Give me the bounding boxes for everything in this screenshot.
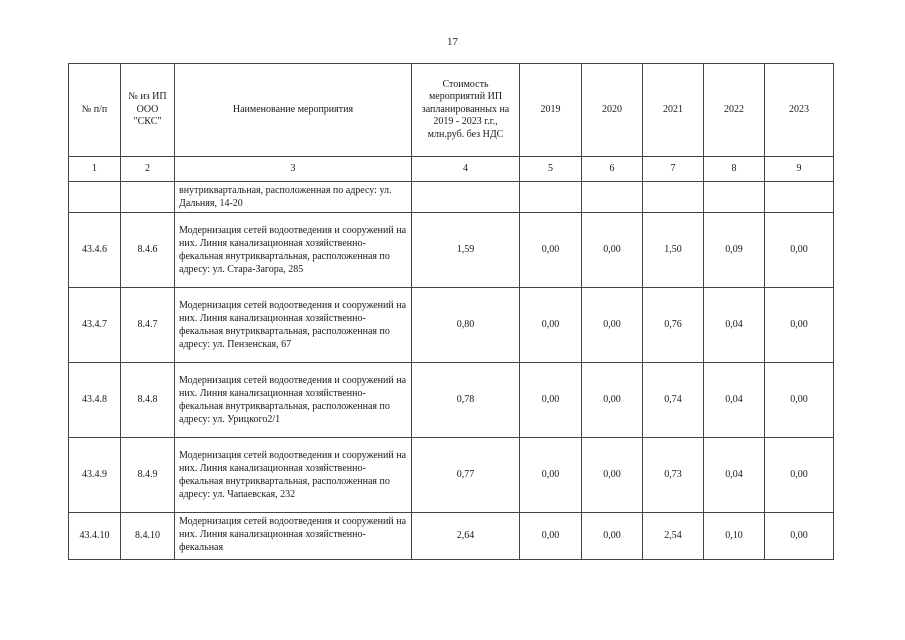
row-num: 43.4.7 bbox=[69, 288, 121, 363]
table-row bbox=[69, 438, 834, 513]
row-2020: 0,00 bbox=[582, 363, 643, 438]
row-name: Модернизация сетей водоотведения и сооружений на них. Линия канализационная хозяйственно-фекальная внутриквартальная, расположенная по адресу: ул. Чапаевская, 232 bbox=[175, 438, 412, 513]
row-2022: 0,04 bbox=[704, 288, 765, 363]
row-2019: 0,00 bbox=[520, 363, 582, 438]
row-cost: 2,64 bbox=[412, 513, 520, 560]
row-2021: 0,76 bbox=[643, 288, 704, 363]
row-2021: 0,74 bbox=[643, 363, 704, 438]
column-number: 1 bbox=[69, 157, 121, 182]
row-2023: 0,00 bbox=[765, 513, 834, 560]
table-row bbox=[69, 513, 834, 560]
row-2020: 0,00 bbox=[582, 513, 643, 560]
row-2019: 0,00 bbox=[520, 213, 582, 288]
header-2022: 2022 bbox=[704, 64, 765, 157]
page-number: 17 bbox=[447, 36, 458, 48]
row-2019: 0,00 bbox=[520, 513, 582, 560]
header-ip-num: № из ИП ООО "СКС" bbox=[121, 64, 175, 157]
header-num: № п/п bbox=[69, 64, 121, 157]
row-ip-num: 8.4.8 bbox=[121, 363, 175, 438]
continuation-row bbox=[69, 182, 834, 213]
table-row bbox=[69, 363, 834, 438]
row-ip-num: 8.4.9 bbox=[121, 438, 175, 513]
continuation-name: внутриквартальная, расположенная по адресу: ул. Дальняя, 14-20 bbox=[175, 182, 412, 213]
column-number: 5 bbox=[520, 157, 582, 182]
row-2022: 0,09 bbox=[704, 213, 765, 288]
row-name: Модернизация сетей водоотведения и сооружений на них. Линия канализационная хозяйственно-фекальная внутриквартальная, расположенная по адресу: ул. Стара-Загора, 285 bbox=[175, 213, 412, 288]
row-2020: 0,00 bbox=[582, 213, 643, 288]
row-2019: 0,00 bbox=[520, 288, 582, 363]
row-2019: 0,00 bbox=[520, 438, 582, 513]
row-ip-num: 8.4.6 bbox=[121, 213, 175, 288]
column-number: 2 bbox=[121, 157, 175, 182]
row-num: 43.4.10 bbox=[69, 513, 121, 560]
row-cost: 0,77 bbox=[412, 438, 520, 513]
column-number: 6 bbox=[582, 157, 643, 182]
row-cost: 0,78 bbox=[412, 363, 520, 438]
column-number: 9 bbox=[765, 157, 834, 182]
row-2021: 1,50 bbox=[643, 213, 704, 288]
row-ip-num: 8.4.7 bbox=[121, 288, 175, 363]
row-2021: 2,54 bbox=[643, 513, 704, 560]
header-2021: 2021 bbox=[643, 64, 704, 157]
row-num: 43.4.6 bbox=[69, 213, 121, 288]
header-2023: 2023 bbox=[765, 64, 834, 157]
header-2020: 2020 bbox=[582, 64, 643, 157]
row-name: Модернизация сетей водоотведения и сооружений на них. Линия канализационная хозяйственно-фекальная внутриквартальная, расположенная по адресу: ул. Урицкого2/1 bbox=[175, 363, 412, 438]
row-2022: 0,10 bbox=[704, 513, 765, 560]
header-name: Наименование мероприятия bbox=[175, 64, 412, 157]
investment-plan-table bbox=[68, 63, 834, 560]
column-number: 3 bbox=[175, 157, 412, 182]
row-cost: 1,59 bbox=[412, 213, 520, 288]
row-name: Модернизация сетей водоотведения и сооружений на них. Линия канализационная хозяйственно-фекальная внутриквартальная, расположенная по адресу: ул. Пензенская, 67 bbox=[175, 288, 412, 363]
column-number: 8 bbox=[704, 157, 765, 182]
row-2020: 0,00 bbox=[582, 438, 643, 513]
column-number-row bbox=[69, 157, 834, 182]
row-2023: 0,00 bbox=[765, 213, 834, 288]
row-2023: 0,00 bbox=[765, 363, 834, 438]
row-2020: 0,00 bbox=[582, 288, 643, 363]
row-num: 43.4.8 bbox=[69, 363, 121, 438]
table-row bbox=[69, 288, 834, 363]
row-2021: 0,73 bbox=[643, 438, 704, 513]
column-number: 4 bbox=[412, 157, 520, 182]
header-row bbox=[69, 64, 834, 157]
header-2019: 2019 bbox=[520, 64, 582, 157]
row-name: Модернизация сетей водоотведения и сооружений на них. Линия канализационная хозяйственно-фекальная bbox=[179, 516, 407, 553]
column-number: 7 bbox=[643, 157, 704, 182]
table-row bbox=[69, 213, 834, 288]
row-ip-num: 8.4.10 bbox=[121, 513, 175, 560]
row-2022: 0,04 bbox=[704, 438, 765, 513]
row-2022: 0,04 bbox=[704, 363, 765, 438]
row-2023: 0,00 bbox=[765, 288, 834, 363]
row-cost: 0,80 bbox=[412, 288, 520, 363]
row-num: 43.4.9 bbox=[69, 438, 121, 513]
row-2023: 0,00 bbox=[765, 438, 834, 513]
header-cost: Стоимость мероприятий ИП запланированных на 2019 - 2023 г.г., млн.руб. без НДС bbox=[412, 64, 520, 157]
